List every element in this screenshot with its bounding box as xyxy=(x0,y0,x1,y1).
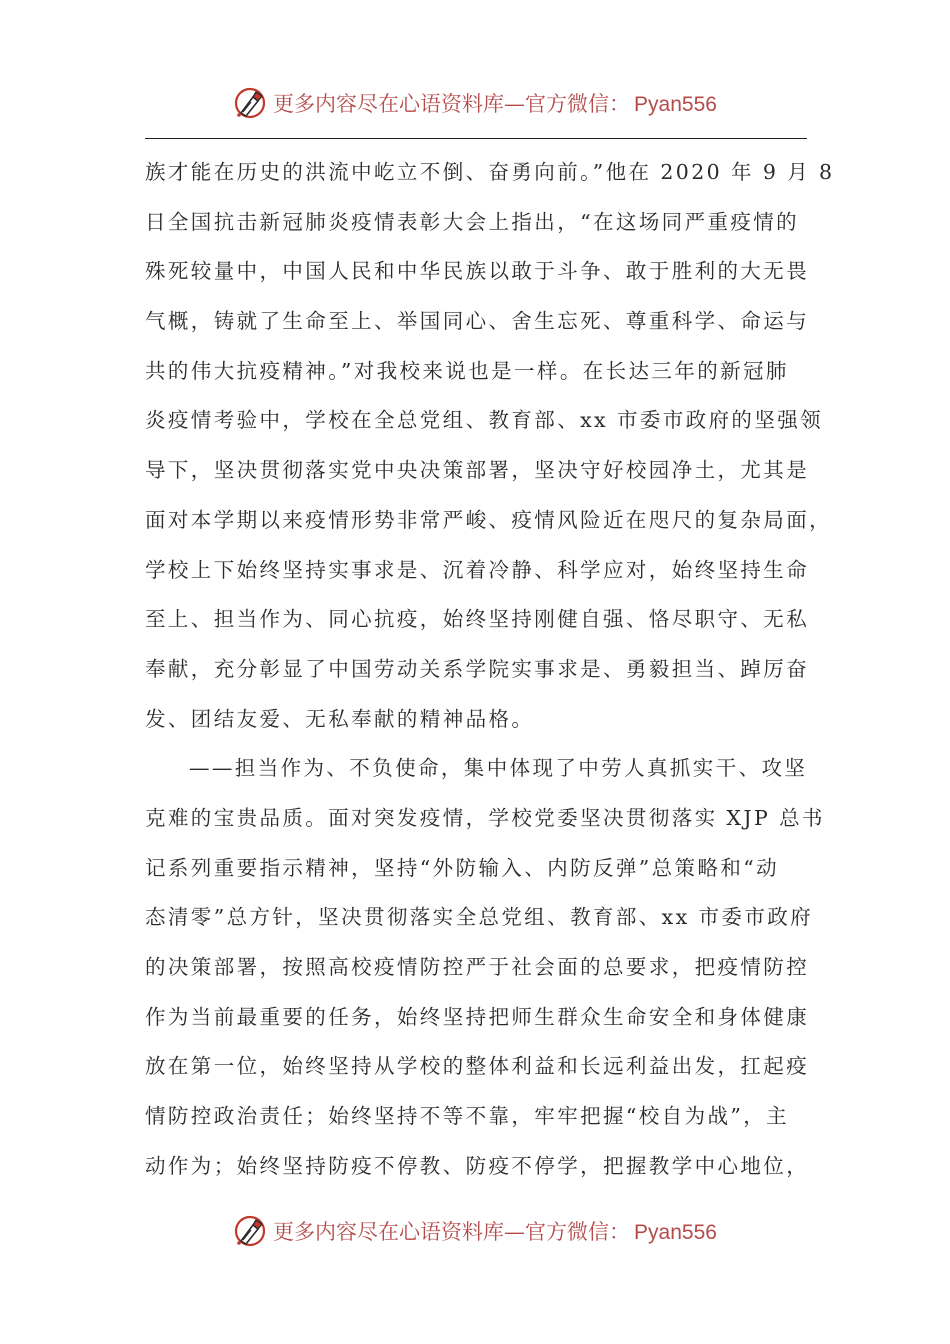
body-line: 至上、担当作为、同心抗疫，始终坚持刚健自强、恪尽职守、无私 xyxy=(145,607,810,632)
body-line: 态清零”总方针，坚决贯彻落实全总党组、教育部、xx 市委市政府 xyxy=(145,905,814,930)
banner-text-main: 更多内容尽在心语资料库—官方微信： xyxy=(273,92,631,116)
body-line: 导下，坚决贯彻落实党中央决策部署，坚决守好校园净土，尤其是 xyxy=(145,458,810,483)
pen-nib-circle-logo-icon xyxy=(233,86,267,120)
body-line: 作为当前最重要的任务，始终坚持把师生群众生命安全和身体健康 xyxy=(145,1004,810,1029)
body-line: 克难的宝贵品质。面对突发疫情，学校党委坚决贯彻落实 XJP 总书 xyxy=(145,805,825,830)
body-line: 殊死较量中，中国人民和中华民族以敢于斗争、敢于胜利的大无畏 xyxy=(145,259,810,284)
body-line: 日全国抗击新冠肺炎疫情表彰大会上指出，“在这场同严重疫情的 xyxy=(145,209,800,234)
header-banner xyxy=(0,83,950,123)
body-line: 放在第一位，始终坚持从学校的整体利益和长远利益出发，扛起疫 xyxy=(145,1054,810,1079)
wechat-handle: Pyan556 xyxy=(634,1221,717,1244)
body-line: 的决策部署，按照高校疫情防控严于社会面的总要求，把疫情防控 xyxy=(145,955,810,979)
header-rule xyxy=(145,138,807,139)
body-line: 学校上下始终坚持实事求是、沉着冷静、科学应对，始终坚持生命 xyxy=(145,557,810,582)
body-line: 炎疫情考验中，学校在全总党组、教育部、xx 市委市政府的坚强领 xyxy=(145,408,824,433)
body-line: 面对本学期以来疫情形势非常严峻、疫情风险近在咫尺的复杂局面， xyxy=(145,507,832,532)
banner-text xyxy=(273,88,717,118)
body-line: 族才能在历史的洪流中屹立不倒、奋勇向前。”他在 2020 年 9 月 8 xyxy=(145,160,835,184)
pen-nib-circle-logo-icon xyxy=(233,1214,267,1248)
paragraph-start-line: ——担当作为、不负使命，集中体现了中劳人真抓实干、攻坚 xyxy=(189,756,808,781)
document-body xyxy=(145,148,835,1191)
wechat-handle: Pyan556 xyxy=(634,93,717,116)
body-line: 共的伟大抗疫精神。”对我校来说也是一样。在长达三年的新冠肺 xyxy=(145,358,789,383)
banner-text xyxy=(273,1216,717,1246)
footer-banner xyxy=(0,1211,950,1251)
body-line: 气概，铸就了生命至上、举国同心、舍生忘死、尊重科学、命运与 xyxy=(145,309,810,334)
body-line: 奉献，充分彰显了中国劳动关系学院实事求是、勇毅担当、踔厉奋 xyxy=(145,656,810,681)
body-line: 情防控政治责任；始终坚持不等不靠，牢牢把握“校自为战”，主 xyxy=(145,1104,790,1129)
banner-text-main: 更多内容尽在心语资料库—官方微信： xyxy=(273,1220,631,1244)
body-line: 动作为；始终坚持防疫不停教、防疫不停学，把握教学中心地位， xyxy=(145,1153,810,1178)
body-line: 发、团结友爱、无私奉献的精神品格。 xyxy=(145,706,535,731)
body-line: 记系列重要指示精神，坚持“外防输入、内防反弹”总策略和“动 xyxy=(145,855,780,880)
